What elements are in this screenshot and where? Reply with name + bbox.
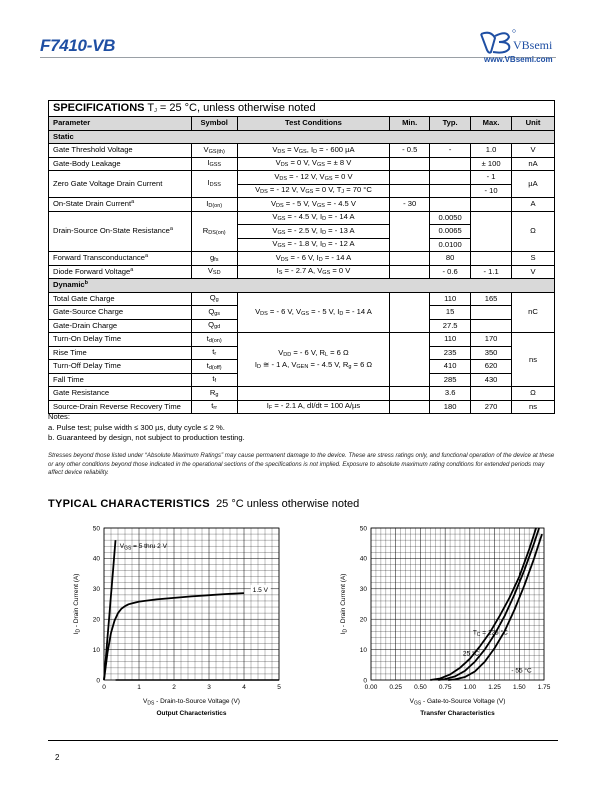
brand-name: VBsemi xyxy=(513,38,553,52)
unit-cell: Ω xyxy=(512,387,555,401)
symbol-cell: $Q_g$ xyxy=(191,292,237,306)
symbol-cell: $g_{fs}$ xyxy=(191,252,237,266)
typical-characteristics-heading xyxy=(48,498,359,510)
specifications-table xyxy=(48,100,555,414)
condition-cell: $V_{DS}$ = - 5 V, $V_{GS}$ = - 4.5 V xyxy=(237,198,390,212)
x-tick-label: 0 xyxy=(102,684,106,691)
max-cell xyxy=(471,198,512,212)
min-cell xyxy=(390,252,430,266)
max-cell xyxy=(471,387,512,401)
col-typ: Typ. xyxy=(430,117,471,131)
typ-cell: 0.0065 xyxy=(430,225,471,239)
x-axis-label: $V_{DS}$ - Drain-to-Source Voltage (V) xyxy=(143,698,240,707)
y-tick-label: 0 xyxy=(363,677,367,685)
table-row xyxy=(49,157,555,171)
col-unit: Unit xyxy=(512,117,555,131)
condition-cell: $V_{DS}$ = - 12 V, $V_{GS} = 0$ V xyxy=(237,171,390,185)
series-line xyxy=(430,528,536,680)
series-annotation: $V_{GS} = 5$ thru 2 V xyxy=(119,542,167,552)
max-cell: - 10 xyxy=(471,184,512,198)
max-cell: 430 xyxy=(471,373,512,387)
typ-cell xyxy=(430,157,471,171)
y-tick-label: 0 xyxy=(96,677,100,685)
symbol-cell: $Q_{gd}$ xyxy=(191,319,237,333)
x-tick-label: 1 xyxy=(137,684,141,691)
x-tick-label: 1.75 xyxy=(537,684,551,691)
typ-cell: 0.0050 xyxy=(430,211,471,225)
min-cell xyxy=(390,184,430,198)
chart-title: Output Characteristics xyxy=(156,710,227,717)
table-row xyxy=(49,333,555,347)
y-tick-label: 40 xyxy=(359,555,367,563)
unit-cell: nC xyxy=(512,292,555,333)
param-cell: Drain-Source On-State Resistance$^a$ xyxy=(49,211,192,252)
param-cell: Forward Transconductance$^a$ xyxy=(49,252,192,266)
unit-cell: A xyxy=(512,198,555,212)
min-cell xyxy=(390,292,430,333)
y-tick-label: 10 xyxy=(359,646,367,654)
series-annotation: $T_C = 125$ °C xyxy=(472,629,508,638)
param-cell: Gate Threshold Voltage xyxy=(49,144,192,158)
typ-cell: 0.0100 xyxy=(430,238,471,252)
note-a: a. Pulse test; pulse width ≤ 300 µs, duty cycle ≤ 2 %. xyxy=(48,422,225,432)
col-test-conditions: Test Conditions xyxy=(237,117,390,131)
max-cell: 350 xyxy=(471,346,512,360)
typ-cell: - xyxy=(430,144,471,158)
section-static: Static xyxy=(49,130,555,144)
condition-cell: $V_{DS} = 0$ V, $V_{GS}$ = ± 8 V xyxy=(237,157,390,171)
typ-cell: 110 xyxy=(430,333,471,347)
symbol-cell: $t_{rr}$ xyxy=(191,400,237,414)
y-axis-label: $I_D$ - Drain Current (A) xyxy=(73,573,82,635)
x-tick-label: 1.25 xyxy=(488,684,501,691)
typ-cell xyxy=(430,198,471,212)
condition-cell: $V_{DD}$ = - 6 V, $R_L = 6$ Ω $I_D$ ≅ - 1 A, $V_{GEN}$ = - 4.5 V, $R_g = 6$ Ω xyxy=(237,333,390,387)
spec-title: SPECIFICATIONS xyxy=(53,101,145,114)
param-cell: Gate-Body Leakage xyxy=(49,157,192,171)
unit-cell: ns xyxy=(512,333,555,387)
symbol-cell: $R_g$ xyxy=(191,387,237,401)
max-cell: 165 xyxy=(471,292,512,306)
param-cell: Rise Time xyxy=(49,346,192,360)
symbol-cell: $R_{DS(on)}$ xyxy=(191,211,237,252)
vbsemi-logo-icon xyxy=(477,28,517,56)
table-row xyxy=(49,198,555,212)
min-cell: - 30 xyxy=(390,198,430,212)
param-cell: Source-Drain Reverse Recovery Time xyxy=(49,400,192,414)
x-tick-label: 0.50 xyxy=(414,684,427,691)
series-annotation: 1.5 V xyxy=(252,586,268,594)
typical-condition: 25 °C unless otherwise noted xyxy=(216,498,360,510)
typical-title: TYPICAL CHARACTERISTICS xyxy=(48,498,210,510)
y-tick-label: 40 xyxy=(92,555,100,563)
y-tick-label: 30 xyxy=(92,586,100,594)
typ-cell: 235 xyxy=(430,346,471,360)
symbol-cell: $I_{D(on)}$ xyxy=(191,198,237,212)
min-cell xyxy=(390,387,430,401)
typ-cell: 27.5 xyxy=(430,319,471,333)
table-row xyxy=(49,211,555,225)
typ-cell: - 0.6 xyxy=(430,265,471,279)
y-tick-label: 20 xyxy=(92,616,100,624)
table-row xyxy=(49,387,555,401)
page-number: 2 xyxy=(55,753,60,762)
notes-heading: Notes: xyxy=(48,412,70,421)
unit-cell: Ω xyxy=(512,211,555,252)
min-cell xyxy=(390,265,430,279)
table-row xyxy=(49,252,555,266)
chart-title: Transfer Characteristics xyxy=(420,710,495,717)
section-dynamic: Dynamic$^b$ xyxy=(49,279,555,293)
unit-cell: V xyxy=(512,265,555,279)
condition-cell: $V_{DS}$ = - 6 V, $V_{GS}$ = - 5 V, $I_D$ = - 14 A xyxy=(237,292,390,333)
x-tick-label: 5 xyxy=(277,684,281,691)
y-tick-label: 50 xyxy=(359,525,367,533)
y-axis-label: $I_D$ - Drain Current (A) xyxy=(340,573,349,635)
condition-cell xyxy=(237,387,390,401)
param-cell: Diode Forward Voltage$^a$ xyxy=(49,265,192,279)
max-cell: 170 xyxy=(471,333,512,347)
col-parameter: Parameter xyxy=(49,117,192,131)
x-tick-label: 1.00 xyxy=(463,684,477,691)
y-tick-label: 30 xyxy=(359,586,367,594)
min-cell: - 0.5 xyxy=(390,144,430,158)
unit-cell: µA xyxy=(512,171,555,198)
typ-cell: 110 xyxy=(430,292,471,306)
typ-cell: 180 xyxy=(430,400,471,414)
transfer-characteristics-chart xyxy=(325,520,557,725)
param-cell: Fall Time xyxy=(49,373,192,387)
note-b: b. Guaranteed by design, not subject to production testing. xyxy=(48,433,245,442)
y-tick-label: 50 xyxy=(92,525,100,533)
unit-cell: V xyxy=(512,144,555,158)
series-line xyxy=(104,540,116,680)
x-axis-label: $V_{GS}$ - Gate-to-Source Voltage (V) xyxy=(409,698,506,707)
condition-cell: $I_F$ = - 2.1 A, dI/dt = 100 A/µs xyxy=(237,400,390,414)
x-tick-label: 3 xyxy=(207,684,211,691)
col-min: Min. xyxy=(390,117,430,131)
min-cell xyxy=(390,400,430,414)
x-tick-label: 1.50 xyxy=(512,684,526,691)
spec-title-cond-sub: J xyxy=(154,107,157,114)
website-link[interactable]: www.VBsemi.com xyxy=(484,55,553,64)
typ-cell: 285 xyxy=(430,373,471,387)
spec-title-cond-rest: = 25 °C, unless otherwise noted xyxy=(156,101,316,114)
table-header-row xyxy=(49,117,555,131)
stress-disclaimer: Stresses beyond those listed under “Absolute Maximum Ratings” may cause permanent damage to the device. These are stress ratings only, and functional operation of the device at these or any other conditions beyond those indicated in the operational sections of the specifications is not implied. Exposure to absolute maximum rating conditions for extended periods may affect device reliability. xyxy=(48,452,555,477)
y-tick-label: 20 xyxy=(359,616,367,624)
symbol-cell: $t_f$ xyxy=(191,373,237,387)
col-max: Max. xyxy=(471,117,512,131)
unit-cell: S xyxy=(512,252,555,266)
symbol-cell: $V_{GS(th)}$ xyxy=(191,144,237,158)
condition-cell: $V_{GS}$ = - 4.5 V, $I_D$ = - 14 A xyxy=(237,211,390,225)
max-cell xyxy=(471,252,512,266)
output-characteristics-chart xyxy=(60,520,300,725)
condition-cell: $V_{DS}$ = - 12 V, $V_{GS} = 0$ V, $T_J = 70$ °C xyxy=(237,184,390,198)
param-cell: Gate Resistance xyxy=(49,387,192,401)
table-row xyxy=(49,144,555,158)
series-annotation: - 55 °C xyxy=(511,667,532,675)
typ-cell: 3.6 xyxy=(430,387,471,401)
max-cell xyxy=(471,319,512,333)
symbol-cell: $t_{d(off)}$ xyxy=(191,360,237,374)
param-cell: Turn-Off Delay Time xyxy=(49,360,192,374)
max-cell: 270 xyxy=(471,400,512,414)
typ-cell: 15 xyxy=(430,306,471,320)
typ-cell: 80 xyxy=(430,252,471,266)
y-tick-label: 10 xyxy=(92,646,100,654)
table-row xyxy=(49,292,555,306)
typ-cell xyxy=(430,171,471,185)
param-cell: On-State Drain Current$^a$ xyxy=(49,198,192,212)
series-annotation: 25 °C xyxy=(462,650,480,658)
unit-cell: ns xyxy=(512,400,555,414)
unit-cell: nA xyxy=(512,157,555,171)
header-divider xyxy=(40,57,556,58)
symbol-cell: $Q_{gs}$ xyxy=(191,306,237,320)
max-cell xyxy=(471,211,512,252)
x-tick-label: 0.00 xyxy=(364,684,378,691)
x-tick-label: 4 xyxy=(242,684,246,691)
symbol-cell: $t_{d(on)}$ xyxy=(191,333,237,347)
min-cell xyxy=(390,333,430,387)
typ-cell: 410 xyxy=(430,360,471,374)
max-cell: - 1.1 xyxy=(471,265,512,279)
condition-cell: $V_{DS}$ = - 6 V, $I_D$ = - 14 A xyxy=(237,252,390,266)
condition-cell: $V_{GS}$ = - 1.8 V, $I_D$ = - 12 A xyxy=(237,238,390,252)
param-cell: Zero Gate Voltage Drain Current xyxy=(49,171,192,198)
condition-cell: $V_{DS} = V_{GS}$, $I_D$ = - 600 µA xyxy=(237,144,390,158)
symbol-cell: $t_r$ xyxy=(191,346,237,360)
condition-cell: $V_{GS}$ = - 2.5 V, $I_D$ = - 13 A xyxy=(237,225,390,239)
symbol-cell: $I_{GSS}$ xyxy=(191,157,237,171)
param-cell: Gate-Source Charge xyxy=(49,306,192,320)
table-row xyxy=(49,171,555,185)
x-tick-label: 0.75 xyxy=(438,684,452,691)
symbol-cell: $I_{DSS}$ xyxy=(191,171,237,198)
max-cell: ± 100 xyxy=(471,157,512,171)
min-cell xyxy=(390,171,430,185)
max-cell: - 1 xyxy=(471,171,512,185)
max-cell: 1.0 xyxy=(471,144,512,158)
footer-divider xyxy=(48,740,558,741)
spec-title-row xyxy=(49,101,555,117)
max-cell xyxy=(471,306,512,320)
x-tick-label: 0.25 xyxy=(389,684,403,691)
notes xyxy=(48,412,245,444)
condition-cell: $I_S$ = - 2.7 A, $V_{GS} = 0$ V xyxy=(237,265,390,279)
spec-title-cond: T xyxy=(147,101,155,114)
table-row xyxy=(49,265,555,279)
min-cell xyxy=(390,157,430,171)
param-cell: Turn-On Delay Time xyxy=(49,333,192,347)
max-cell: 620 xyxy=(471,360,512,374)
param-cell: Gate-Drain Charge xyxy=(49,319,192,333)
x-tick-label: 2 xyxy=(172,684,176,691)
symbol-cell: $V_{SD}$ xyxy=(191,265,237,279)
part-number: F7410-VB xyxy=(40,36,116,55)
min-cell xyxy=(390,211,430,252)
plot-frame xyxy=(371,528,544,680)
col-symbol: Symbol xyxy=(191,117,237,131)
param-cell: Total Gate Charge xyxy=(49,292,192,306)
typ-cell xyxy=(430,184,471,198)
